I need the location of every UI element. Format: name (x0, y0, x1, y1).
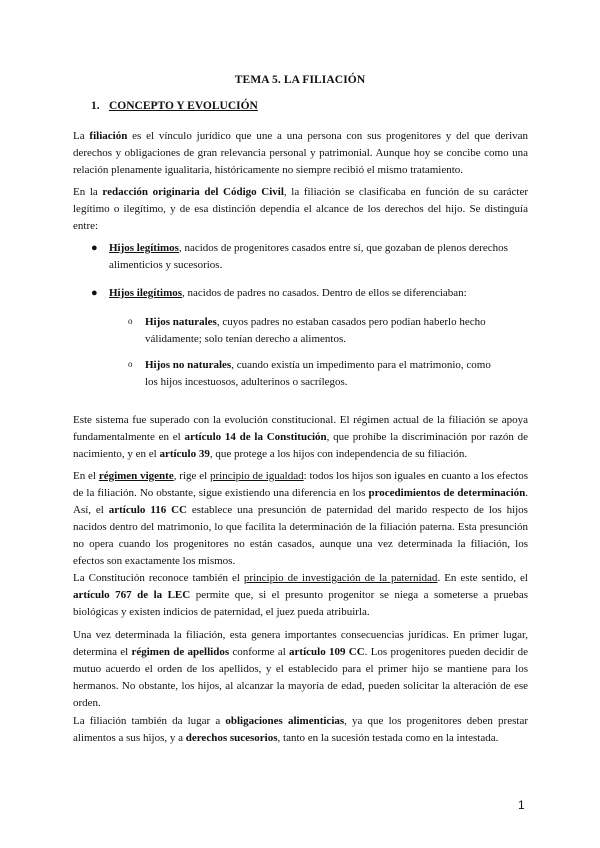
paragraph-evolucion-constitucional (73, 412, 528, 463)
sub-list-item-text (145, 357, 495, 391)
paragraph-investigacion-paternidad (73, 570, 528, 621)
underlined-term: principio de investigación de la paternidad (243, 572, 438, 584)
list-item-text (109, 240, 509, 274)
bold-term: artículo 109 CC (289, 646, 365, 658)
section-heading (91, 100, 258, 112)
underlined-term: principio de igualdad (210, 470, 304, 482)
bullet-icon: ● (91, 287, 98, 299)
circle-bullet-icon: o (128, 359, 133, 369)
bold-term: procedimientos de determinación (368, 487, 526, 499)
text-run: . Así, el (73, 487, 528, 516)
bold-term: artículo 116 CC (108, 504, 187, 516)
paragraph-intro (73, 128, 528, 179)
list-item-text (109, 285, 509, 302)
paragraph-alimentos-sucesion (73, 713, 528, 747)
text-run: permite que, si el presunto progenitor se niega a someterse a pruebas biológicas y existen indicios de paternidad, el juez pueda atribuirla. (73, 589, 528, 618)
paragraph-apellidos (73, 627, 528, 712)
bold-term: Hijos legítimos (109, 242, 179, 254)
bold-term: Hijos ilegítimos (109, 287, 183, 299)
bold-term: Hijos naturales (145, 316, 217, 328)
text-run: , nacidos de padres no casados. Dentro de ellos se diferenciaban: (182, 287, 467, 299)
text-run: , rige el (173, 470, 210, 482)
bold-term: obligaciones alimenticias (225, 715, 345, 727)
text-run: , cuyos padres no estaban casados pero podían haberlo hecho válidamente; solo tenían derecho a alimentos. (145, 316, 486, 345)
bold-term: artículo 14 de la Constitución (184, 431, 327, 443)
text-run: , cuando existía un impedimento para el matrimonio, como los hijos incestuosos, adulterinos o sacrílegos. (145, 359, 491, 388)
text-run: . En este sentido, el (437, 572, 528, 584)
page-number: 1 (518, 798, 525, 812)
text-run: es el vínculo jurídico que une a una persona con sus progenitores y del que derivan derechos y obligaciones de gran relevancia personal y patrimonial. Aunque hoy se concibe como una relación plenamente igualitaria, históricamente no siempre recibió el mismo tratamiento. (73, 130, 529, 176)
sub-list-item-text (145, 314, 495, 348)
text-run: , que prohíbe la discriminación por razón de nacimiento, y en el (73, 431, 528, 460)
bold-term: redacción originaria del Código Civil (102, 186, 284, 198)
bold-term: derechos sucesorios (185, 732, 278, 744)
bold-term: artículo 39 (159, 448, 210, 460)
text-run: La Constitución reconoce también el (73, 572, 244, 584)
text-run: , la filiación se clasificaba en función de su carácter legítimo o ilegítimo, y de esa distinción dependía el alcance de los derechos del hijo. Se distinguía entre: (73, 186, 528, 232)
text-run: : todos los hijos son iguales en cuanto a los efectos de la filiación. No obstante, sigue existiendo una diferencia en los (73, 470, 528, 499)
text-run: Este sistema fue superado con la evolución constitucional. El régimen actual de la filiación se apoya fundamentalmente en el (73, 414, 528, 443)
paragraph-codigo-civil (73, 184, 528, 235)
text-run: Una vez determinada la filiación, esta genera importantes consecuencias jurídicas. En primer lugar, determina el (73, 629, 528, 658)
text-run: La (73, 130, 90, 142)
bold-term: régimen de apellidos (131, 646, 230, 658)
text-run: La filiación también da lugar a (73, 715, 226, 727)
bold-term: Hijos no naturales (145, 359, 232, 371)
text-run: En la (73, 186, 103, 198)
text-run: , nacidos de progenitores casados entre sí, que gozaban de plenos derechos alimenticios y sucesorios. (109, 242, 508, 271)
paragraph-regimen-vigente (73, 468, 528, 570)
circle-bullet-icon: o (128, 316, 133, 326)
section-number: 1. (91, 100, 100, 112)
text-run: . Los progenitores pueden decidir de mutuo acuerdo el orden de los apellidos, y el establecido para el primer hijo se mantiene para los hermanos. No obstante, los hijos, al alcanzar la mayoría de edad, pueden solicitar la alteración de ese orden. (73, 646, 529, 709)
text-run: , que protege a los hijos con independencia de su filiación. (209, 448, 468, 460)
text-run: , tanto en la sucesión testada como en la intestada. (277, 732, 499, 744)
bold-term: régimen vigente (98, 470, 174, 482)
bold-term: filiación (89, 130, 128, 142)
text-run: , ya que los progenitores deben prestar alimentos a sus hijos, y a (73, 715, 528, 744)
document-title: TEMA 5. LA FILIACIÓN (234, 74, 366, 86)
bold-term: artículo 767 de la LEC (73, 589, 191, 601)
text-run: establece una presunción de paternidad del marido respecto de los hijos nacidos dentro del matrimonio, lo que facilita la determinación de la filiación paterna. Esta presunción no opera cuando los progenitores no están casados, aunque una vez determinada la filiación, los efectos son exactamente los mismos. (73, 504, 528, 567)
bullet-icon: ● (91, 242, 98, 254)
section-title: CONCEPTO Y EVOLUCIÓN (109, 100, 258, 112)
text-run: En el (73, 470, 99, 482)
text-run: conforme al (229, 646, 290, 658)
